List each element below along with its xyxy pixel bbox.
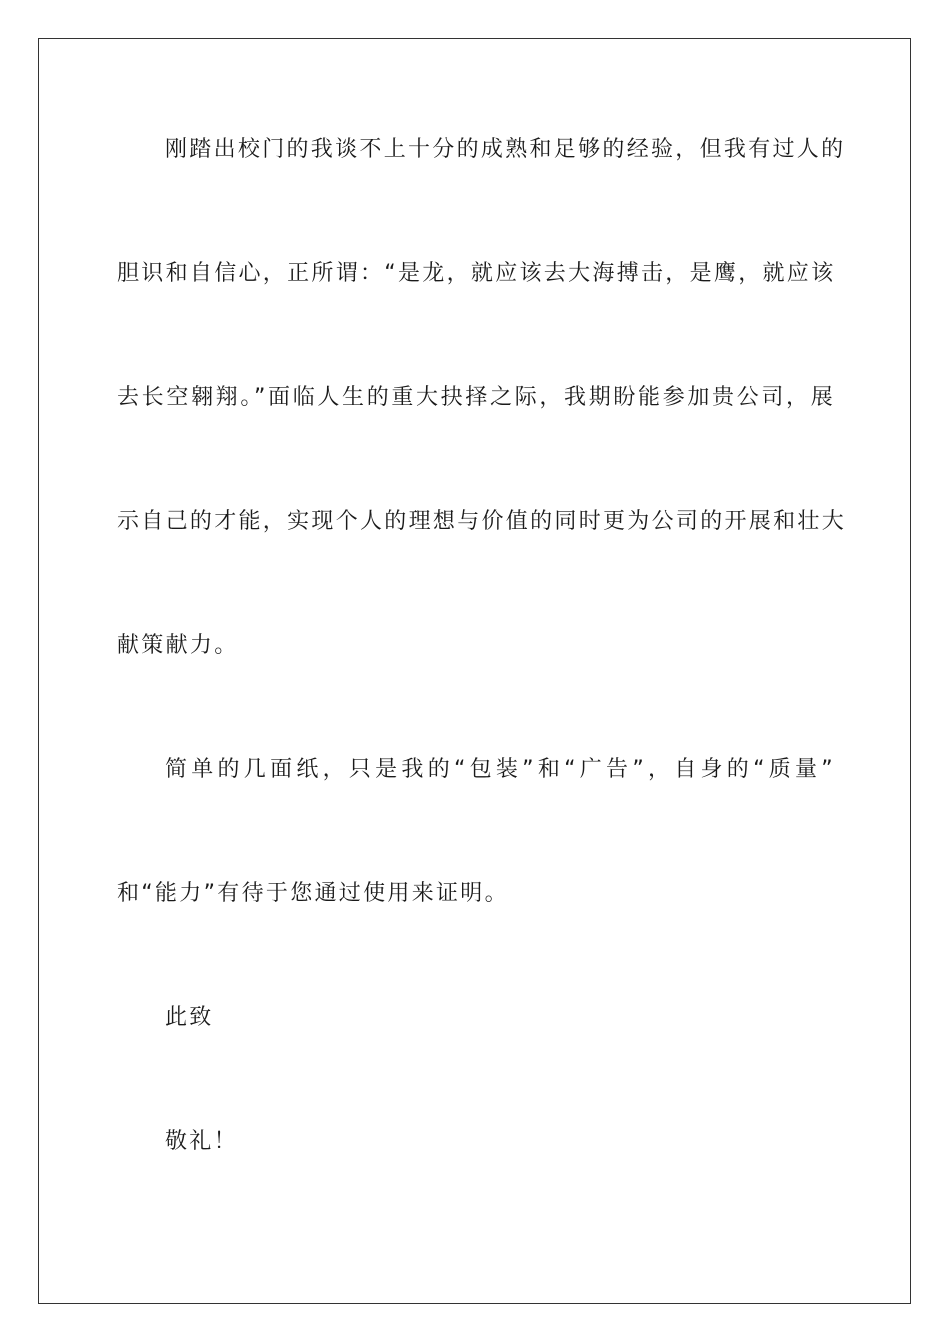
paragraph-1-line-1: 刚踏出校门的我谈不上十分的成熟和足够的经验，但我有过人的: [165, 137, 846, 162]
paragraph-1-line-2: 胆识和自信心，正所谓：“是龙，就应该去大海搏击，是鹰，就应该: [117, 261, 836, 286]
paragraph-1-line-4: 示自己的才能，实现个人的理想与价值的同时更为公司的开展和壮大: [117, 509, 847, 534]
letter-body: [117, 126, 847, 1242]
paragraph-2-line-2: 和“能力”有待于您通过使用来证明。: [117, 881, 509, 906]
closing-salutation: 此致: [165, 1005, 214, 1030]
paragraph-2-line-1: 简单的几面纸，只是我的“包装”和“广告”，自身的“质量”: [165, 757, 835, 782]
paragraph-1-line-5: 献策献力。: [117, 633, 239, 658]
closing-regards: 敬礼！: [165, 1129, 238, 1154]
paragraph-1-line-3: 去长空翱翔。”面临人生的重大抉择之际，我期盼能参加贵公司，展: [117, 385, 835, 410]
